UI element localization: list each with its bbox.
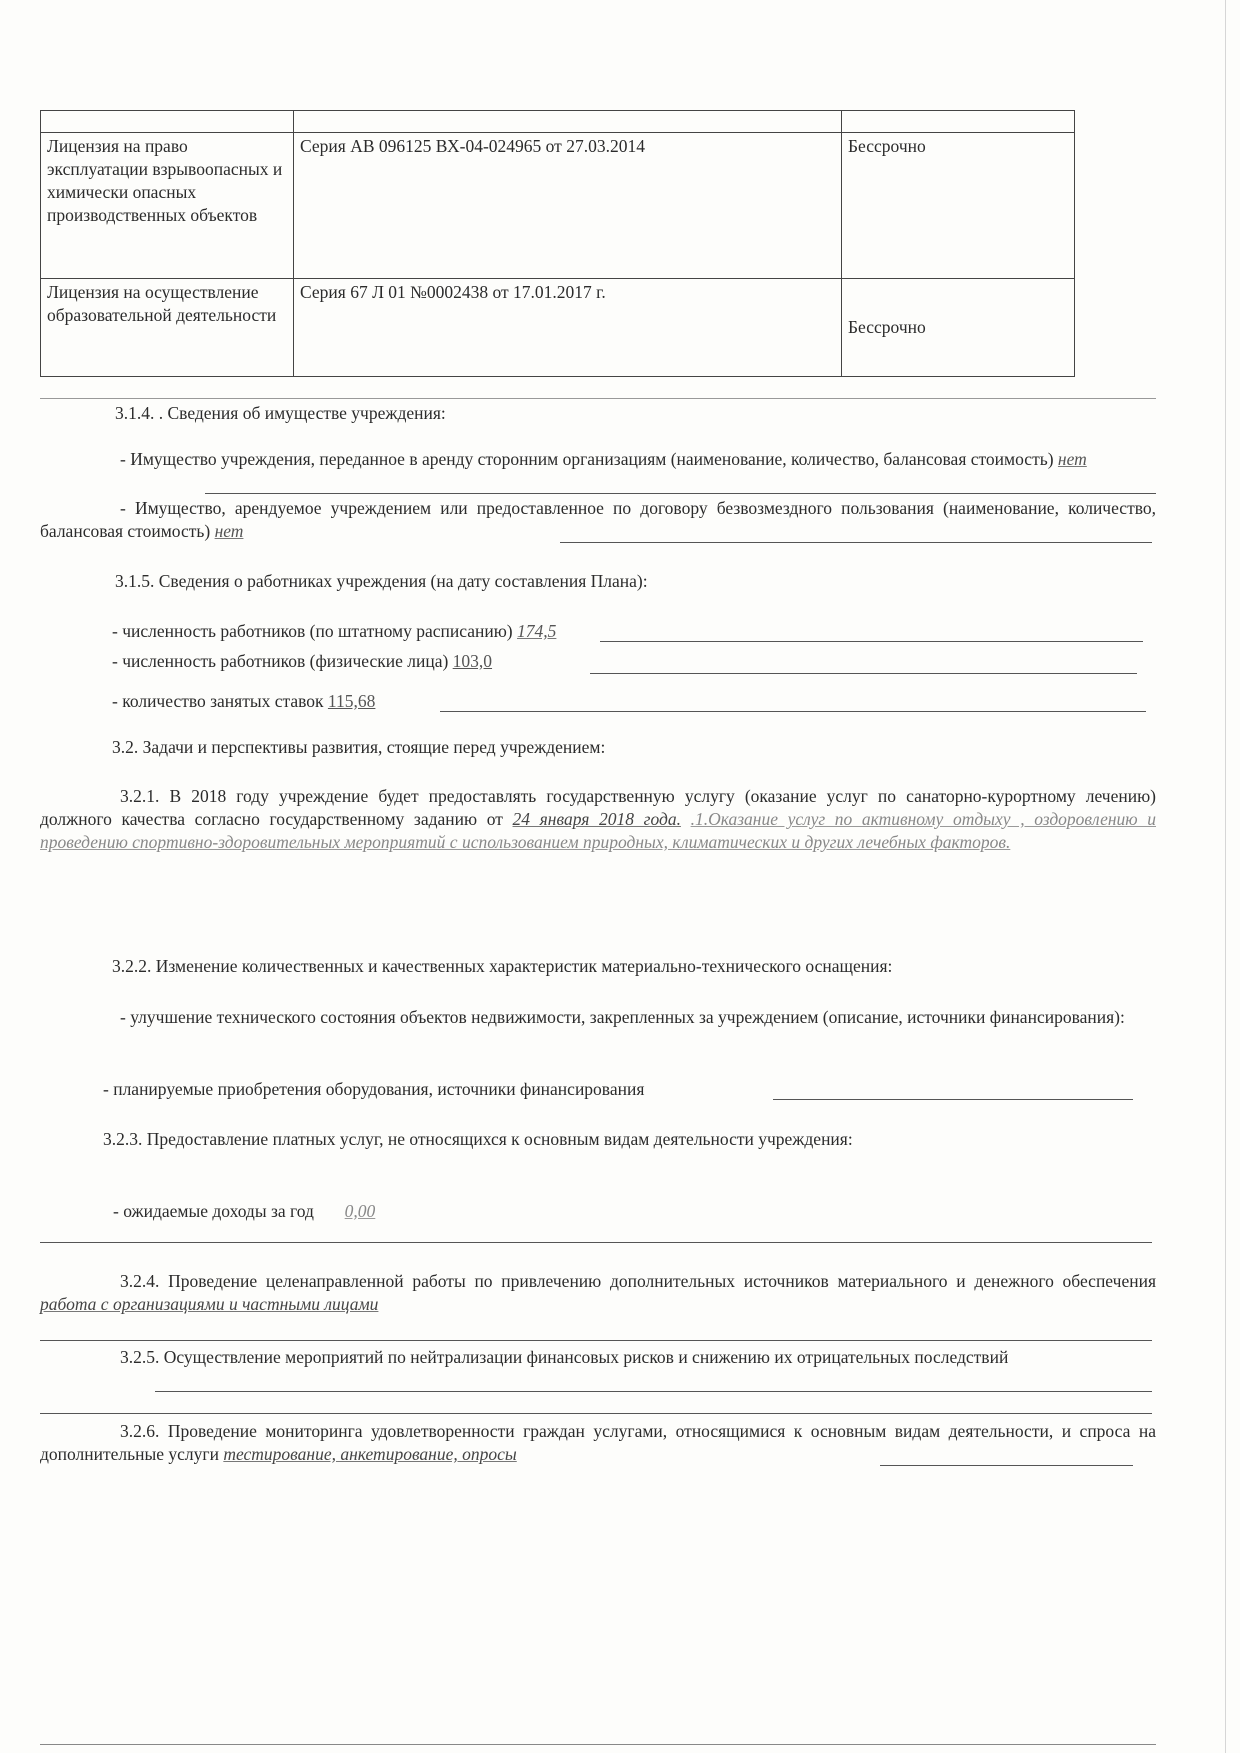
staff-persons-row bbox=[112, 650, 492, 673]
staff-schedule-label: - численность работников (по штатному расписанию) bbox=[112, 621, 513, 641]
staff-persons-value: 103,0 bbox=[452, 651, 493, 671]
fill-line bbox=[205, 493, 1156, 494]
table-row bbox=[41, 111, 1075, 133]
rented-in-paragraph bbox=[40, 497, 1156, 543]
paragraph-3-2-5: 3.2.5. Осуществление мероприятий по нейтрализации финансовых рисков и снижению их отрицательных последствий bbox=[120, 1347, 1009, 1367]
section-heading-3-2: 3.2. Задачи и перспективы развития, стоящие перед учреждением: bbox=[112, 737, 606, 757]
section-heading-3-1-5: 3.1.5. Сведения о работниках учреждения (на дату составления Плана): bbox=[115, 571, 648, 591]
license-doc-cell: Серия 67 Л 01 №0002438 от 17.01.2017 г. bbox=[294, 279, 842, 377]
staff-persons-label: - численность работников (физические лица) bbox=[112, 651, 449, 671]
rented-in-label: - Имущество, арендуемое учреждением или предоставленное по договору безвозмездного пользования (наименование, количество, балансовая стоимость) bbox=[40, 498, 1156, 541]
p321-text: 3.2.1. В 2018 году учреждение будет предоставлять государственную услугу (оказание услуг по санаторно-курортному лечению) должного качества согласно государственному заданию от bbox=[40, 786, 1156, 829]
rates-row bbox=[112, 690, 375, 713]
license-term-cell bbox=[842, 111, 1075, 133]
rented-out-paragraph bbox=[40, 448, 1156, 471]
paragraph-3-2-4 bbox=[40, 1270, 1156, 1316]
paragraph-3-2-3-heading: 3.2.3. Предоставление платных услуг, не относящихся к основным видам деятельности учреждения: bbox=[103, 1129, 853, 1149]
p321-date: 24 января 2018 года. bbox=[512, 809, 681, 829]
fill-line bbox=[600, 641, 1143, 642]
license-name-cell: Лицензия на право эксплуатации взрывоопасных и химически опасных производственных объектов bbox=[41, 133, 294, 279]
p321-handwritten: .1.Оказание услуг по активному отдыху , оздоровлению и проведению спортивно-здоровительных мероприятий с использованием природных, климатических и других лечебных факторов. bbox=[40, 809, 1157, 852]
rented-out-label: - Имущество учреждения, переданное в аренду сторонним организациям (наименование, количество, балансовая стоимость) bbox=[120, 449, 1054, 469]
license-doc-cell bbox=[294, 111, 842, 133]
rented-in-value: нет bbox=[214, 521, 244, 541]
section-heading-3-1-4: 3.1.4. . Сведения об имуществе учреждения: bbox=[115, 403, 446, 423]
p324-text: 3.2.4. Проведение целенаправленной работы по привлечению дополнительных источников материального и денежного обеспечения bbox=[120, 1271, 1156, 1291]
license-name-cell: Лицензия на осуществление образовательной деятельности bbox=[41, 279, 294, 377]
rented-out-value: нет bbox=[1057, 449, 1087, 469]
divider bbox=[40, 1242, 1152, 1243]
bottom-edge-line bbox=[40, 1744, 1156, 1745]
fill-line bbox=[155, 1391, 1152, 1392]
staff-schedule-row bbox=[112, 620, 556, 643]
rates-value: 115,68 bbox=[327, 691, 376, 711]
p324-value: работа с организациями и частными лицами bbox=[40, 1294, 379, 1314]
p326-text: 3.2.6. Проведение мониторинга удовлетворенности граждан услугами, относящимися к основным видам деятельности, и спроса на дополнительные услуги bbox=[40, 1421, 1156, 1464]
divider bbox=[40, 1340, 1152, 1341]
license-doc-cell: Серия АВ 096125 ВХ-04-024965 от 27.03.2014 bbox=[294, 133, 842, 279]
p326-value: тестирование, анкетирование, опросы bbox=[223, 1444, 517, 1464]
divider bbox=[40, 398, 1156, 399]
license-term-cell: Бессрочно bbox=[842, 133, 1075, 279]
divider bbox=[40, 1413, 1152, 1414]
table-row bbox=[41, 279, 1075, 377]
license-table bbox=[40, 110, 1075, 377]
paragraph-3-2-2-heading: 3.2.2. Изменение количественных и качественных характеристик материально-технического оснащения: bbox=[112, 956, 893, 976]
license-name-cell bbox=[41, 111, 294, 133]
income-value: 0,00 bbox=[344, 1201, 376, 1221]
fill-line bbox=[440, 711, 1146, 712]
fill-line bbox=[880, 1465, 1133, 1466]
fill-line bbox=[773, 1099, 1133, 1100]
staff-schedule-value: 174,5 bbox=[517, 621, 557, 641]
paragraph-3-2-6 bbox=[40, 1420, 1156, 1466]
paragraph-3-2-2-purchases: - планируемые приобретения оборудования, источники финансирования bbox=[103, 1079, 645, 1099]
fill-line bbox=[590, 673, 1137, 674]
paragraph-3-2-1 bbox=[40, 785, 1156, 854]
page-edge bbox=[1225, 0, 1226, 1753]
fill-line bbox=[560, 542, 1152, 543]
table-row bbox=[41, 133, 1075, 279]
income-row bbox=[113, 1200, 375, 1223]
license-term-cell: Бессрочно bbox=[842, 279, 1075, 377]
paragraph-3-2-2-improve: - улучшение технического состояния объектов недвижимости, закрепленных за учреждением (описание, источники финансирования): bbox=[120, 1007, 1125, 1027]
rates-label: - количество занятых ставок bbox=[112, 691, 324, 711]
income-label: - ожидаемые доходы за год bbox=[113, 1201, 314, 1221]
